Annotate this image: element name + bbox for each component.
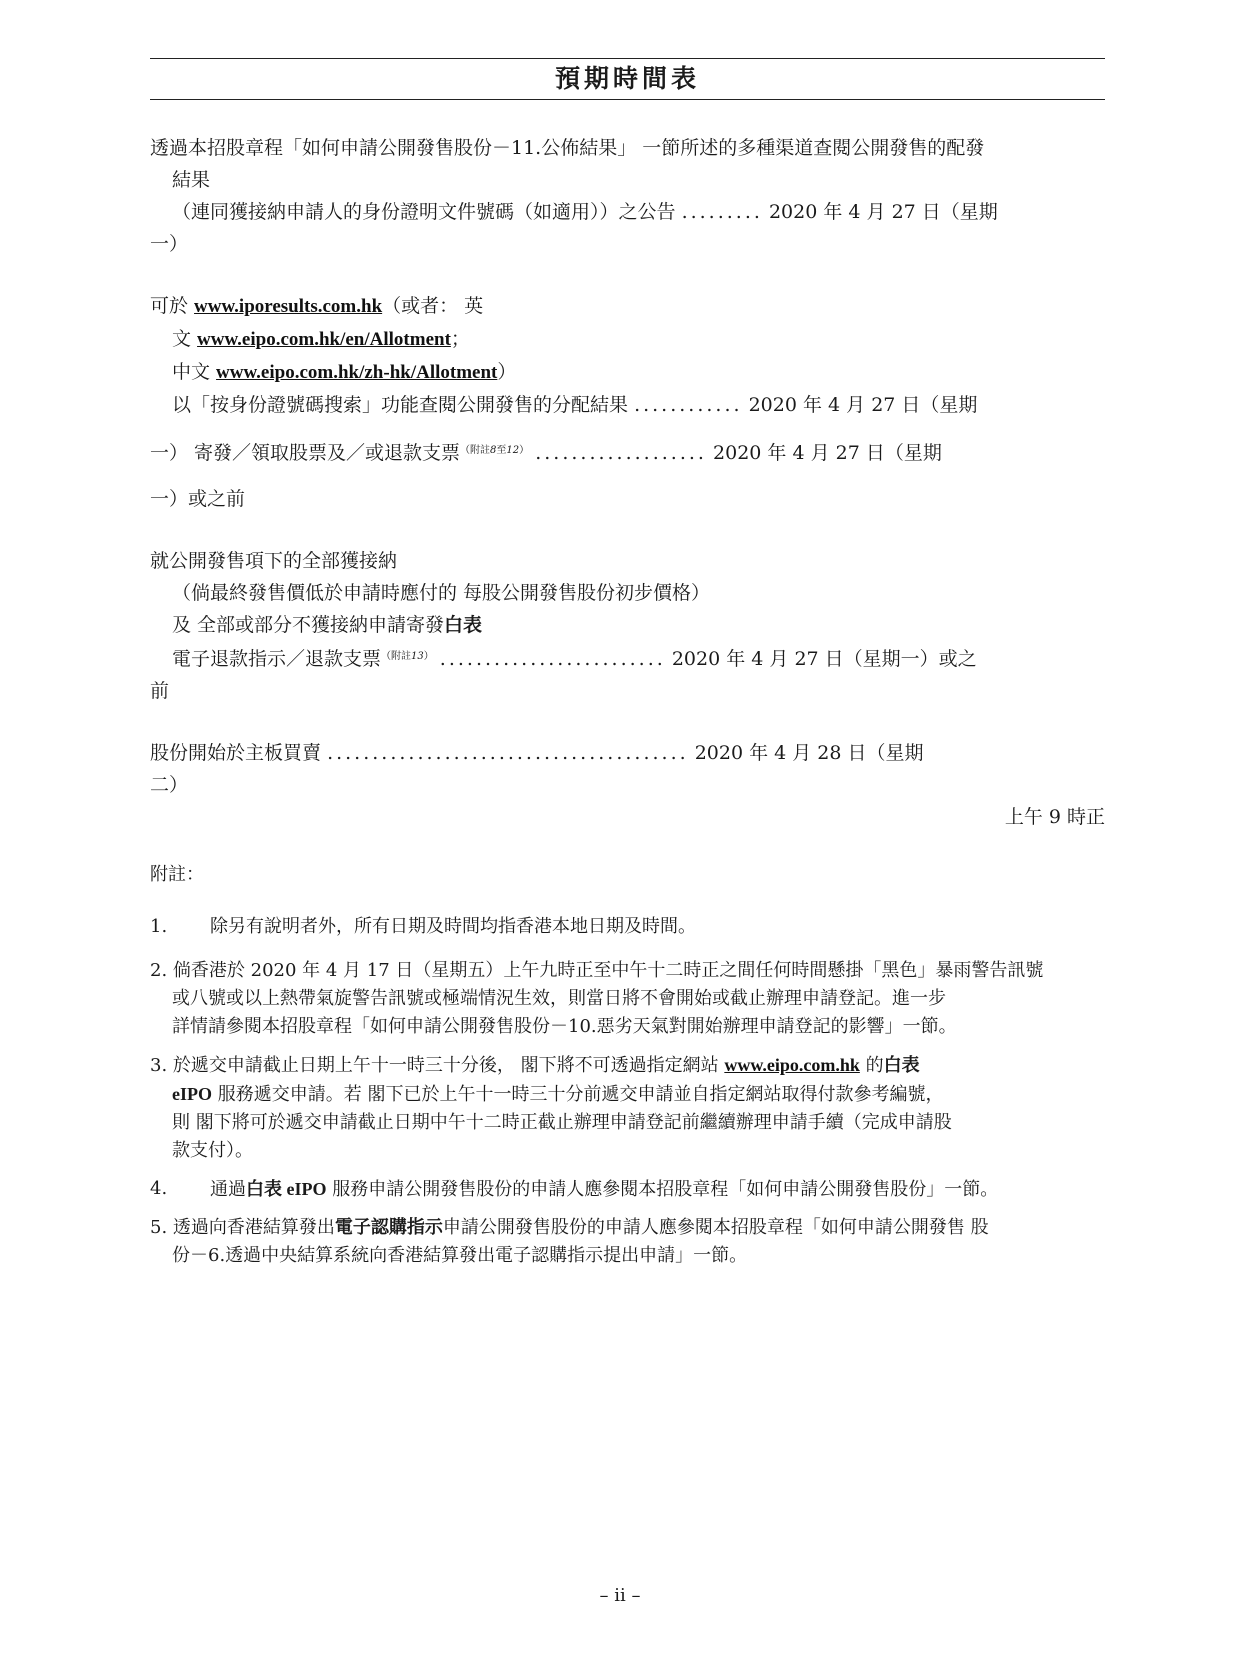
note-3: 3. 於遞交申請截止日期上午十一時三十分後， 閣下將不可透過指定網站 www.eipo.com.hk 的白表 eIPO 服務遞交申請。若 閣下已於上午十一時三十分前遞交申請並自指定網站取得付款參考編號， 則 閣下將可於遞交申請截止日期中午十二時正截止辦理申請登記前繼續辦理申請手續（完成申請股 款支付）。 <box>150 1055 952 1161</box>
note-1: 1. 除另有說明者外，所有日期及時間均指香港本地日期及時間。 <box>150 916 696 937</box>
entry-text: （倘最終發售價低於申請時應付的 每股公開發售股份初步價格） <box>172 582 711 604</box>
refund-entry <box>150 545 1105 707</box>
eipo-zh-allotment-link[interactable]: www.eipo.com.hk/zh-hk/Allotment <box>216 362 498 383</box>
entry-text: 以「按身份證號碼搜索」功能查閱公開發售的分配結果 ............ 2020 年 4 月 27 日（星期 <box>172 394 978 416</box>
entry-time: 上午 9 時正 <box>1004 806 1105 828</box>
entry-text: 透過本招股章程「如何申請公開發售股份－11.公佈結果」 一節所述的多種渠道查閱公開發售的配發 <box>150 137 985 159</box>
results-entry <box>150 290 1105 515</box>
entry-text: （連同獲接納申請人的身份證明文件號碼（如適用））之公告 ......... 2020 年 4 月 27 日（星期 <box>172 201 998 223</box>
entry-date: 2020 年 4 月 27 日（星期 <box>768 201 998 223</box>
entry-text: 一）或之前 <box>150 488 246 510</box>
entry-text: 文 www.eipo.com.hk/en/Allotment； <box>172 328 470 350</box>
entry-text: 中文 www.eipo.com.hk/zh-hk/Allotment） <box>172 361 517 383</box>
note-2: 2. 倘香港於 2020 年 4 月 17 日（星期五）上午九時正至中午十二時正之間任何時間懸掛「黑色」暴雨警告訊號 或八號或以上熱帶氣旋警告訊號或極端情況生效，則當日將不會開始或截止辦理申請登記。進一步 詳情請參閱本招股章程「如何申請公開發售股份－10.惡劣天氣對開始辦理申請登記的影響」一節。 <box>150 960 1044 1037</box>
trading-entry <box>150 737 1105 833</box>
note-5: 5. 透過向香港結算發出電子認購指示申請公開發售股份的申請人應參閱本招股章程「如何申請公開發售 股 份－6.透過中央結算系統向香港結算發出電子認購指示提出申請」一節。 <box>150 1217 989 1266</box>
entry-text: 可於 www.iporesults.com.hk（或者： 英 <box>150 295 484 317</box>
entry-text: 電子退款指示／退款支票$^{(附註13)}$ ......................... 2020 年 4 月 27 日（星期一）或之 <box>172 648 977 670</box>
entry-date: 2020 年 4 月 27 日（星期 <box>748 394 978 416</box>
announcement-entry <box>150 132 1105 260</box>
entry-text: 二） <box>150 774 189 796</box>
entry-text: 股份開始於主板買賣 ........................................ 2020 年 4 月 28 日（星期 <box>150 742 924 764</box>
notes-section <box>150 859 1105 1270</box>
eipo-en-allotment-link[interactable]: www.eipo.com.hk/en/Allotment <box>197 329 451 350</box>
entry-text: 就公開發售項下的全部獲接納 <box>150 550 398 572</box>
notes-heading: 附註： <box>150 864 204 885</box>
note-4: 4. 通過白表 eIPO 服務申請公開發售股份的申請人應參閱本招股章程「如何申請公開發售股份」一節。 <box>150 1178 999 1200</box>
entry-text: 一） 寄發／領取股票及／或退款支票$^{(附註8至12)}$ ................... 2020 年 4 月 27 日（星期 <box>150 442 942 464</box>
entry-text: 一） <box>150 233 189 255</box>
entry-date: 2020 年 4 月 27 日（星期一）或之 <box>671 648 977 670</box>
entry-date: 2020 年 4 月 27 日（星期 <box>713 442 942 464</box>
footnote-ref: （附註13） <box>381 651 434 662</box>
entry-text: 結果 <box>172 169 211 191</box>
entry-text: 及 全部或部分不獲接納申請寄發白表 <box>172 614 483 636</box>
entry-date: 2020 年 4 月 28 日（星期 <box>694 742 924 764</box>
page-number: – ii – <box>599 1585 641 1606</box>
footnote-ref: （附註8至12） <box>460 445 530 456</box>
page-title: 預期時間表 <box>554 64 700 93</box>
document-page <box>150 58 1105 1280</box>
iporesults-link[interactable]: www.iporesults.com.hk <box>194 296 383 317</box>
eipo-link[interactable]: www.eipo.com.hk <box>724 1055 860 1075</box>
entry-text: 前 <box>150 680 170 702</box>
